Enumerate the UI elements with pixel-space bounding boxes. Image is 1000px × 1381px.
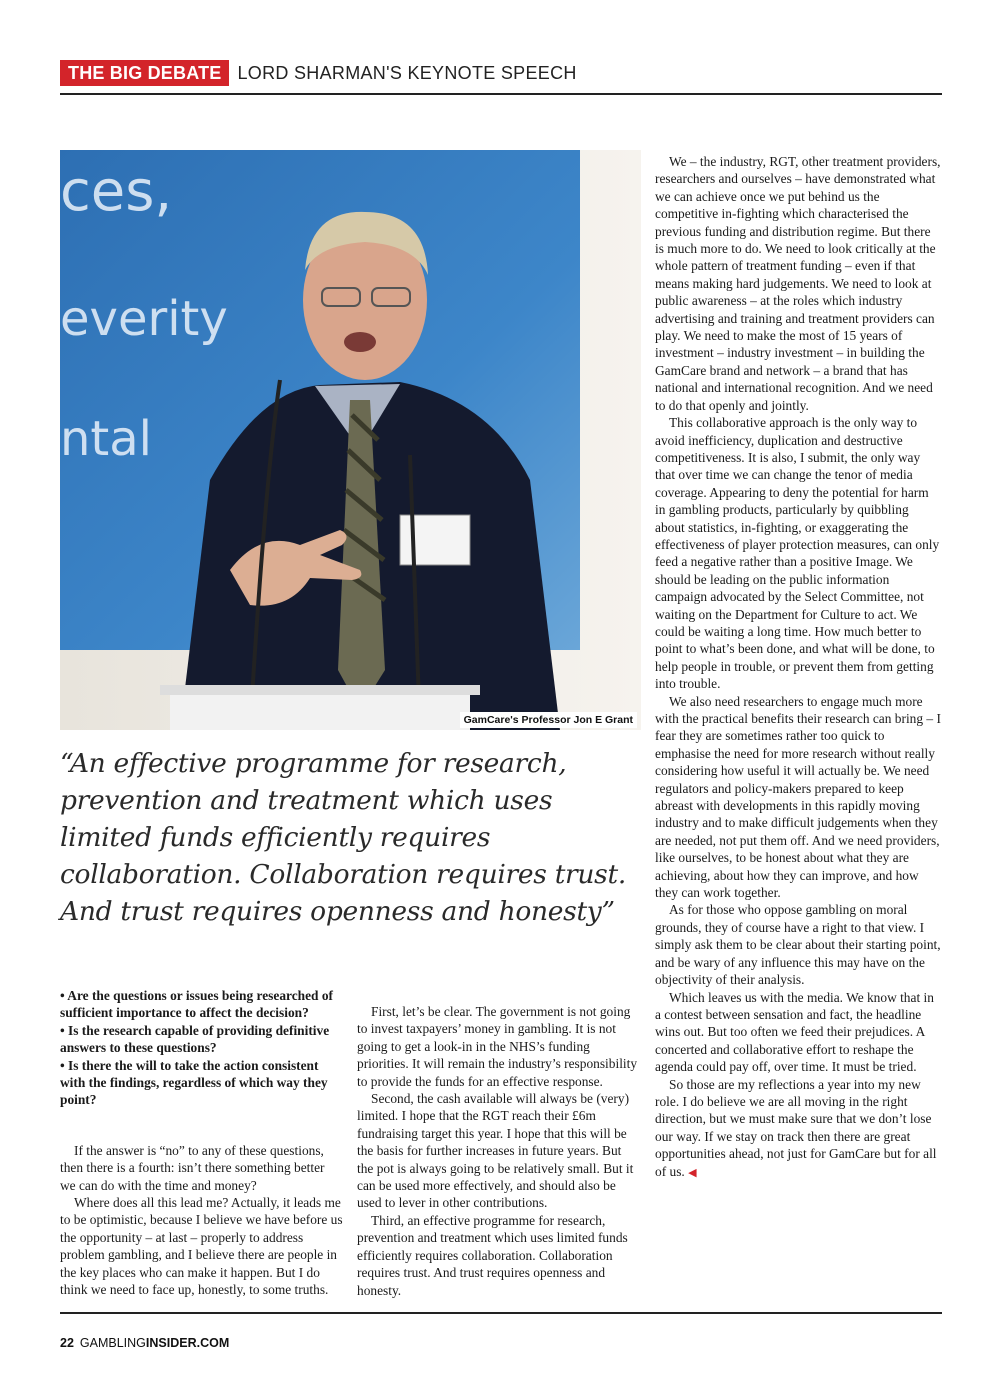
page-footer	[60, 1336, 229, 1350]
slide-text-3: ntal	[60, 411, 152, 467]
column-1	[60, 987, 343, 1299]
photo-caption: GamCare's Professor Jon E Grant	[460, 712, 637, 728]
paragraph: Second, the cash available will always be (very) limited. I hope that the RGT reach their £6m fundraising target this year. I hope that this will be the basis for further increases in future years. But the pot is always going to be relatively small. But it can be used more effectively, and should also be used to lever in other contributions.	[357, 1091, 634, 1211]
top-rule	[60, 93, 942, 95]
slide-text-2: everity	[60, 291, 228, 347]
bullet-item: • Is there the will to take the action consistent with the findings, regardless of which way they point?	[60, 1057, 328, 1108]
paragraph: As for those who oppose gambling on moral grounds, they of course have a right to that view. I simply ask them to be clear about their starting point, and be wary of any influence this may have on the objectivity of their analysis.	[655, 902, 941, 988]
column-2	[357, 1003, 640, 1299]
section-header	[60, 60, 577, 86]
column-3	[655, 153, 941, 1182]
paragraph: Which leaves us with the media. We know that in a contest between sensation and fact, the headline wins out. But too often we feed their prejudices. A concerted and collaborative effort to reshape the agenda could pay off, over time. It must be tried.	[655, 989, 934, 1075]
paragraph: We – the industry, RGT, other treatment providers, researchers and ourselves – have demonstrated what we can achieve once we put behind us the competitive in-fighting which characterised the previous funding and distribution regime. But there is much more to do. We need to look critically at the whole pattern of treatment funding – even if that means making hard judgements. We need to look at public awareness – at the roles which industry advertising and training and treatment providers can play. We need to make the most of 15 years of investment – industry investment – in building the GamCare brand and network – a brand that has national and international recognition. And we need to do that openly and jointly.	[655, 154, 941, 413]
paragraph: This collaborative approach is the only way to avoid inefficiency, duplication and destructive competitiveness. It is also, I submit, the only way that over time we can change the tenor of media coverage. Appearing to deny the potential for harm in gambling products, particularly by quibbling about statistics, in-fighting, or exaggerating the effectiveness of player protection measures, can only feed a negative rather than a positive Image. We should be leading on the public information campaign advocated by the Select Committee, not waiting on the Department for Culture to act. We could be waiting a long time. How much better to point to what’s been done, and what will be done, to help people in trouble, or prevent them from getting into trouble.	[655, 415, 940, 692]
paragraph: So those are my reflections a year into my new role. I do believe we are all moving in the right direction, but we must make sure that we don’t lose our way. If we stay on track then there are great opportunities ahead, not just for GamCare but for all of us.	[655, 1076, 937, 1179]
bullet-item: • Is the research capable of providing definitive answers to these questions?	[60, 1022, 330, 1056]
paragraph: If the answer is “no” to any of these questions, then there is a fourth: isn’t there something better we can do with the time and money?	[60, 1142, 325, 1193]
paragraph: We also need researchers to engage much more with the practical benefits their research can bring – I fear they are sometimes rather too quick to emphasise the need for more research without really considering how useful it will actually be. We need regulators and policy-makers prepared to keep abreast with developments in this rapidly moving industry and to make difficult judgements when they are needed, not put them off. And we need providers, like ourselves, to be honest about what they are achieving, about how they can improve, and how they can work together.	[655, 693, 941, 901]
paragraph: Where does all this lead me? Actually, it leads me to be optimistic, because I believe we have before us the opportunity – at last – properly to address problem gambling, and I believe there are people in the key places who can make it happen. But I do think we need to face up, honestly, to some truths.	[60, 1195, 343, 1298]
end-mark-icon: ◀	[688, 1166, 697, 1179]
site-name-suffix: INSIDER.COM	[145, 1336, 230, 1350]
paragraph: Third, an effective programme for research, prevention and treatment which uses limited funds efficiently requires collaboration. Collaboration requires trust. And trust requires openness and honesty.	[357, 1212, 628, 1298]
site-name-prefix: GAMBLING	[79, 1336, 146, 1350]
question-bullets	[60, 987, 343, 1109]
pull-quote: “An effective programme for research, prevention and treatment which uses limited funds efficiently requires collaboration. Collaboration requires trust. And trust requires openness and honesty”	[60, 748, 626, 927]
slide-text-1: ces,	[60, 159, 173, 224]
bottom-rule	[60, 1312, 942, 1314]
paragraph: First, let’s be clear. The government is not going to invest taxpayers’ money in gambling. It is not going to get a look-in in the NHS’s funding priorities. It will remain the industry’s responsibility to provide the funds for an effective response.	[357, 1004, 638, 1089]
header-title: LORD SHARMAN'S KEYNOTE SPEECH	[237, 62, 577, 83]
bullet-item: • Are the questions or issues being researched of sufficient importance to affect the decision?	[60, 988, 334, 1021]
section-tag: THE BIG DEBATE	[60, 60, 229, 86]
page-number: 22	[60, 1336, 74, 1350]
speaker-photo	[60, 150, 641, 730]
